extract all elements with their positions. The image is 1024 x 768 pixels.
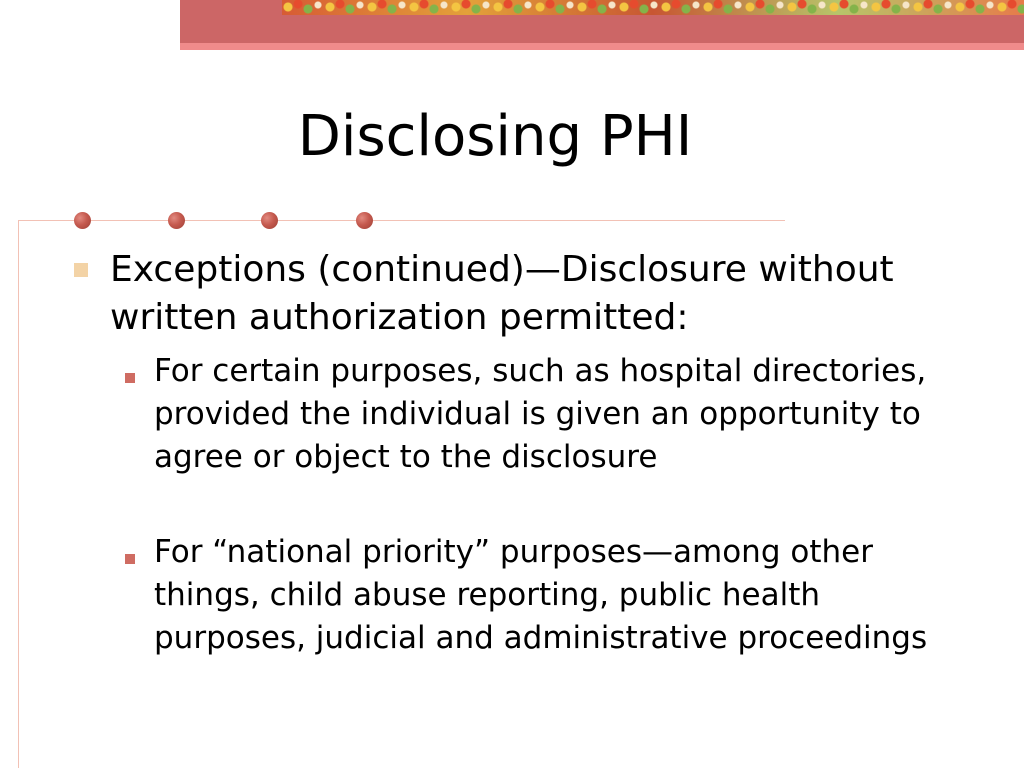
level-1-bullet-text: Exceptions (continued)—Disclosure without written authorization permitted: bbox=[110, 249, 894, 338]
level-2-bullet-text: For certain purposes, such as hospital directories, provided the individual is given an opportunity to agree or object to the disclosure bbox=[154, 353, 927, 475]
level-2-bullet-marker bbox=[125, 554, 135, 564]
level-1-bullet-marker bbox=[74, 263, 88, 277]
level-2-bullet-marker bbox=[125, 373, 135, 383]
level-2-bullet-text: For “national priority” purposes—among other things, child abuse reporting, public health purposes, judicial and administrative proceedings bbox=[154, 534, 928, 656]
slide-title: Disclosing PHI bbox=[297, 104, 693, 169]
